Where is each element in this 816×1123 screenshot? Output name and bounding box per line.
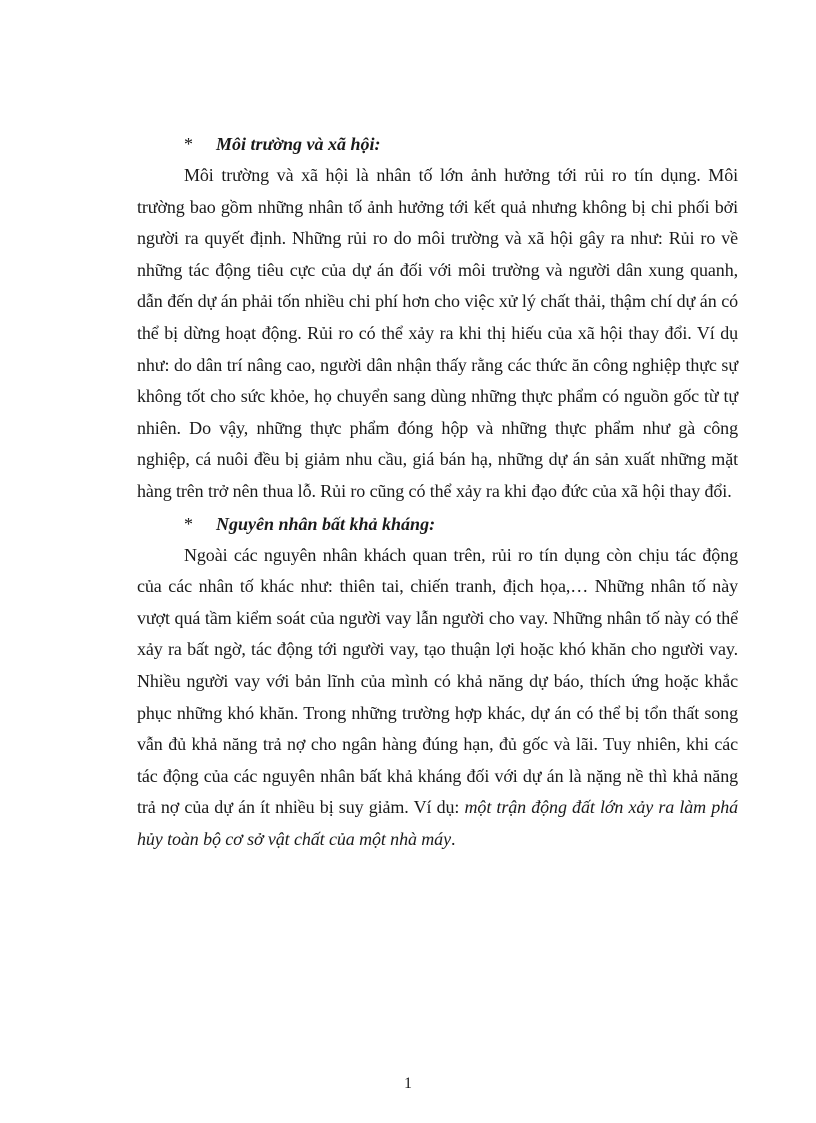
section-heading-force-majeure: * Nguyên nhân bất khả kháng:	[137, 508, 738, 540]
page-number: 1	[404, 1075, 412, 1092]
paragraph-ending: .	[450, 828, 456, 849]
heading-text: Môi trường và xã hội:	[216, 134, 381, 154]
page-content	[137, 128, 738, 855]
section-heading-environment: * Môi trường và xã hội:	[137, 128, 738, 160]
heading-text: Nguyên nhân bất khả kháng:	[216, 513, 436, 534]
paragraph-body: Ngoài các nguyên nhân khách quan trên, rủi ro tín dụng còn chịu tác động của các nhân tố khác như: thiên tai, chiến tranh, địch họa,… Những nhân tố này vượt quá tầm kiểm soát của người vay lẫn người cho vay. Những nhân tố này có thể xảy ra bất ngờ, tác động tới người vay, tạo thuận lợi hoặc khó khăn cho người vay. Nhiều người vay với bản lĩnh của mình có khả năng dự báo, thích ứng hoặc khắc phục những khó khăn. Trong những trường hợp khác, dự án có thể bị tổn thất song vẫn đủ khả năng trả nợ cho ngân hàng đúng hạn, đủ gốc và lãi. Tuy nhiên, khi các tác động của các nguyên nhân bất khả kháng đối với dự án là nặng nề thì khả năng trả nợ của dự án ít nhiều bị suy giảm. Ví dụ:	[137, 544, 738, 818]
example-italic-text: một trận động đất lớn xảy ra làm phá hủy toàn bộ cơ sở vật chất của một nhà máy	[137, 797, 738, 849]
paragraph-force-majeure	[137, 540, 738, 856]
paragraph-environment: Môi trường và xã hội là nhân tố lớn ảnh hưởng tới rủi ro tín dụng. Môi trường bao gồm những nhân tố ảnh hưởng tới kết quả nhưng không bị chi phối bởi người ra quyết định. Những rủi ro do môi trường và xã hội gây ra như: Rủi ro về những tác động tiêu cực của dự án đối với môi trường và người dân xung quanh, dẫn đến dự án phải tốn nhiều chi phí hơn cho việc xử lý chất thải, thậm chí dự án có thể bị dừng hoạt động. Rủi ro có thể xảy ra khi thị hiếu của xã hội thay đổi. Ví dụ như: do dân trí nâng cao, người dân nhận thấy rằng các thức ăn công nghiệp thực sự không tốt cho sức khỏe, họ chuyển sang dùng những thực phẩm có nguồn gốc từ tự nhiên. Do vậy, những thực phẩm đóng hộp và những thực phẩm như gà công nghiệp, cá nuôi đều bị giảm nhu cầu, giá bán hạ, những dự án sản xuất những mặt hàng trên trở nên thua lỗ. Rủi ro cũng có thể xảy ra khi đạo đức của xã hội thay đổi.	[137, 165, 738, 501]
